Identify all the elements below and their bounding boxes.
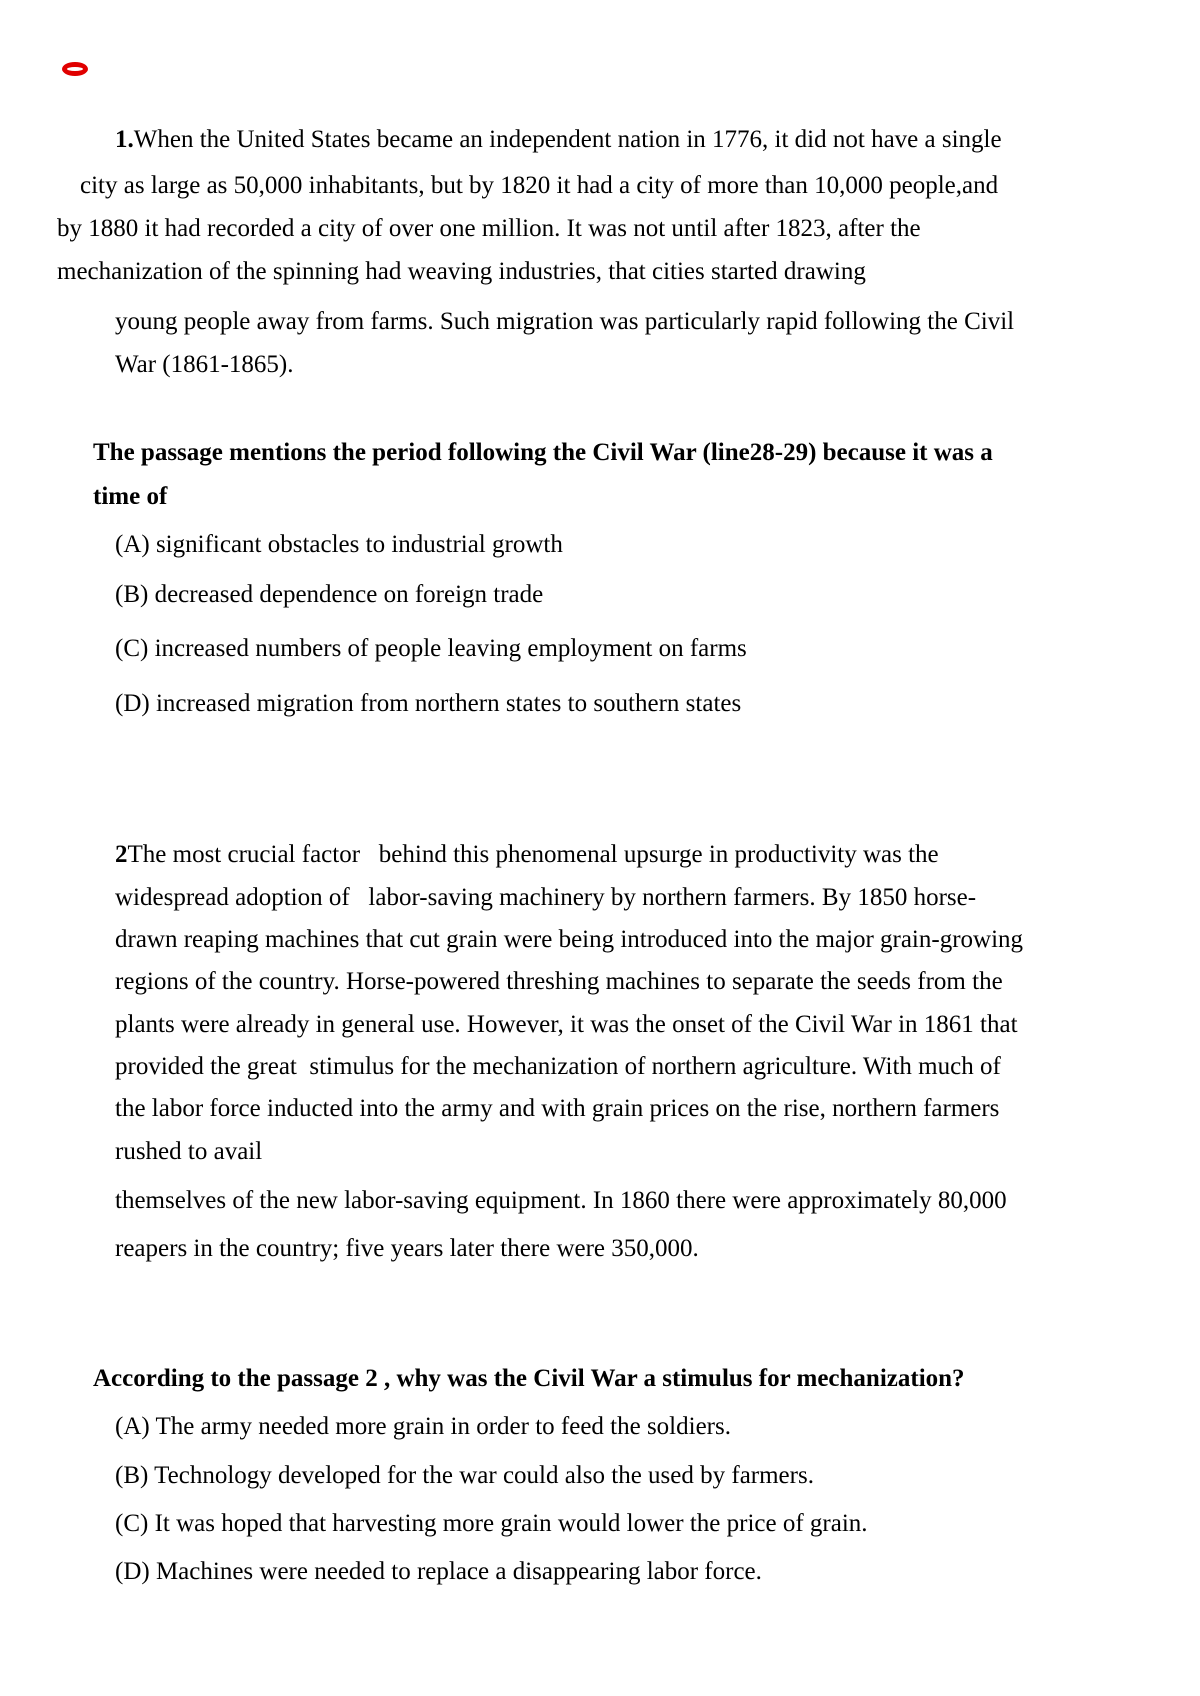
passage-2-line-8: rushed to avail: [115, 1138, 263, 1165]
question-2-option-b[interactable]: (B) Technology developed for the war could also the used by farmers.: [115, 1462, 814, 1489]
question-1-prompt-line-1: The passage mentions the period following the Civil War (line28-29) because it was a: [93, 439, 993, 466]
question-2-option-c[interactable]: (C) It was hoped that harvesting more grain would lower the price of grain.: [115, 1510, 868, 1537]
question-1-option-d[interactable]: (D) increased migration from northern states to southern states: [115, 690, 742, 717]
passage-2-line-3: drawn reaping machines that cut grain were being introduced into the major grain-growing: [115, 926, 1024, 953]
passage-1-line-5: young people away from farms. Such migration was particularly rapid following the Civil: [115, 308, 1015, 335]
passage-2-line-9: themselves of the new labor-saving equipment. In 1860 there were approximately 80,000: [115, 1187, 1007, 1214]
question-1-option-b[interactable]: (B) decreased dependence on foreign trade: [115, 581, 544, 608]
passage-1-number: 1.: [115, 126, 134, 153]
question-2-prompt: According to the passage 2 , why was the Civil War a stimulus for mechanization?: [93, 1365, 965, 1392]
question-2-option-d[interactable]: (D) Machines were needed to replace a disappearing labor force.: [115, 1558, 762, 1585]
question-1-option-a[interactable]: (A) significant obstacles to industrial growth: [115, 531, 563, 558]
passage-2-line-1: 2The most crucial factor behind this phenomenal upsurge in productivity was the: [115, 841, 939, 868]
passage-1-line-3: by 1880 it had recorded a city of over one million. It was not until after 1823, after the: [57, 215, 921, 242]
passage-1-line-1: 1.When the United States became an independent nation in 1776, it did not have a single: [115, 126, 1002, 153]
question-1-option-c[interactable]: (C) increased numbers of people leaving employment on farms: [115, 635, 747, 662]
passage-2-line-7: the labor force inducted into the army and with grain prices on the rise, northern farmers: [115, 1095, 1000, 1122]
passage-1-line-4: mechanization of the spinning had weaving industries, that cities started drawing: [57, 258, 866, 285]
passage-1-line-6: War (1861-1865).: [115, 351, 294, 378]
passage-2-line-6: provided the great stimulus for the mechanization of northern agriculture. With much of: [115, 1053, 1001, 1080]
passage-2-line-5: plants were already in general use. However, it was the onset of the Civil War in 1861 that: [115, 1011, 1018, 1038]
question-1-prompt-line-2: time of: [93, 483, 168, 510]
passage-2-line-10: reapers in the country; five years later there were 350,000.: [115, 1235, 699, 1262]
passage-2-number: 2: [115, 841, 128, 868]
red-circle-mark: [62, 62, 88, 76]
passage-2-line-4: regions of the country. Horse-powered threshing machines to separate the seeds from the: [115, 968, 1003, 995]
passage-2-line-2: widespread adoption of labor-saving machinery by northern farmers. By 1850 horse-: [115, 884, 977, 911]
passage-1-line-2: city as large as 50,000 inhabitants, but by 1820 it had a city of more than 10,000 people,and: [80, 172, 999, 199]
question-2-option-a[interactable]: (A) The army needed more grain in order to feed the soldiers.: [115, 1413, 731, 1440]
